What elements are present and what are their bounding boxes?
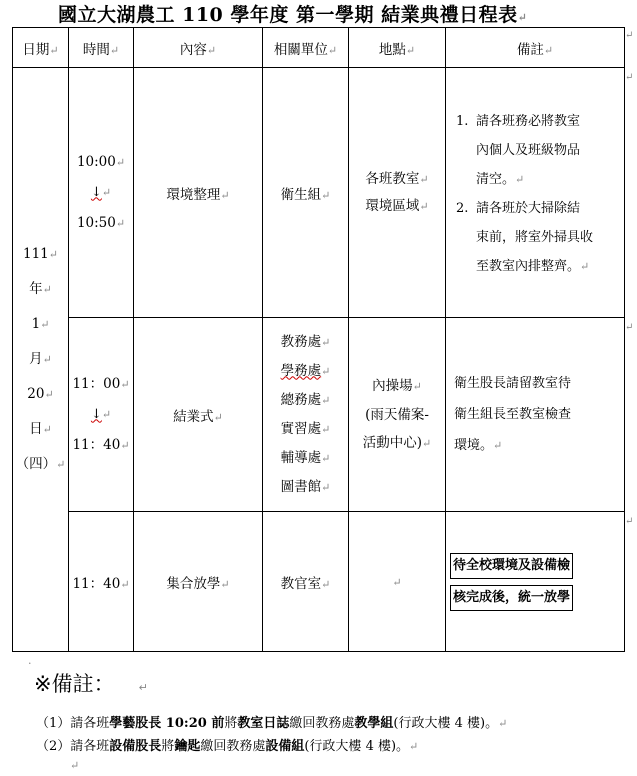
- header-place: 地點↵: [349, 28, 446, 68]
- header-time: 時間↵: [69, 28, 134, 68]
- time-cell: 10:00↵ ↓↵ 10:50↵: [69, 68, 134, 318]
- content-cell: 結業式↵: [134, 318, 263, 512]
- header-unit: 相關單位↵: [263, 28, 349, 68]
- schedule-table: [12, 27, 625, 652]
- row-end-mark: ↵: [625, 516, 634, 527]
- content-cell: 集合放學↵: [134, 512, 263, 652]
- place-cell: 內操場↵ (雨天備案- 活動中心)↵: [349, 318, 446, 512]
- remarks-heading: ※備註： ↵: [34, 672, 148, 696]
- row-end-mark: ↵: [625, 30, 634, 41]
- unit-cell: 教務處↵ 學務處↵ 總務處↵ 實習處↵ 輔導處↵ 圖書館↵: [263, 318, 349, 512]
- unit-cell: 衛生組↵: [263, 68, 349, 318]
- list-item: 內個人及班級物品: [476, 142, 581, 158]
- table-row: [13, 318, 625, 512]
- row-end-mark: ↵: [625, 72, 634, 83]
- list-item: 清空。↵: [476, 171, 525, 187]
- place-cell: ↵: [349, 512, 446, 652]
- header-remarks: 備註↵: [446, 28, 625, 68]
- boxed-note: 核完成後，統一放學: [450, 585, 573, 611]
- header-content: 內容↵: [134, 28, 263, 68]
- paragraph-mark: ↵: [70, 759, 80, 772]
- list-item: 至教室內排整齊。↵: [476, 258, 590, 274]
- boxed-note: 待全校環境及設備檢: [450, 553, 573, 579]
- table-row: [13, 512, 625, 652]
- content-cell: 環境整理↵: [134, 68, 263, 318]
- remarks-cell: 衛生股長請留教室待 衛生組長至教室檢查 環境。↵: [446, 318, 625, 512]
- remarks-cell: [446, 512, 625, 652]
- list-item: 束前，將室外掃具收: [476, 229, 594, 245]
- place-cell: 各班教室↵ 環境區域↵: [349, 68, 446, 318]
- list-item: 2. 請各班於大掃除結: [456, 200, 581, 216]
- date-cell: 111↵ 年↵ 1↵ 月↵ 20↵ 日↵ （四）↵: [13, 68, 69, 652]
- remarks-cell: [446, 68, 625, 318]
- page-title: 國立大湖農工 110 學年度 第一學期 結業典禮日程表↵: [58, 4, 528, 26]
- table-row: [13, 68, 625, 318]
- row-end-mark: ↵: [625, 322, 634, 333]
- time-cell: 11：40↵: [69, 512, 134, 652]
- small-mark: .: [28, 654, 32, 667]
- remark-line-1: （1）請各班學藝股長 10:20 前將教室日誌繳回教務處教學組(行政大樓 4 樓)。↵: [36, 716, 508, 731]
- remark-line-2: （2）請各班設備股長將鑰匙繳回教務處設備組(行政大樓 4 樓)。↵: [36, 739, 419, 754]
- table-header-row: [13, 28, 625, 68]
- time-cell: 11：00↵ ↓↵ 11：40↵: [69, 318, 134, 512]
- paragraph-mark: ↵: [517, 11, 528, 24]
- list-item: 1. 請各班務必將教室: [456, 113, 581, 129]
- unit-cell: 教官室↵: [263, 512, 349, 652]
- header-date: 日期↵: [13, 28, 69, 68]
